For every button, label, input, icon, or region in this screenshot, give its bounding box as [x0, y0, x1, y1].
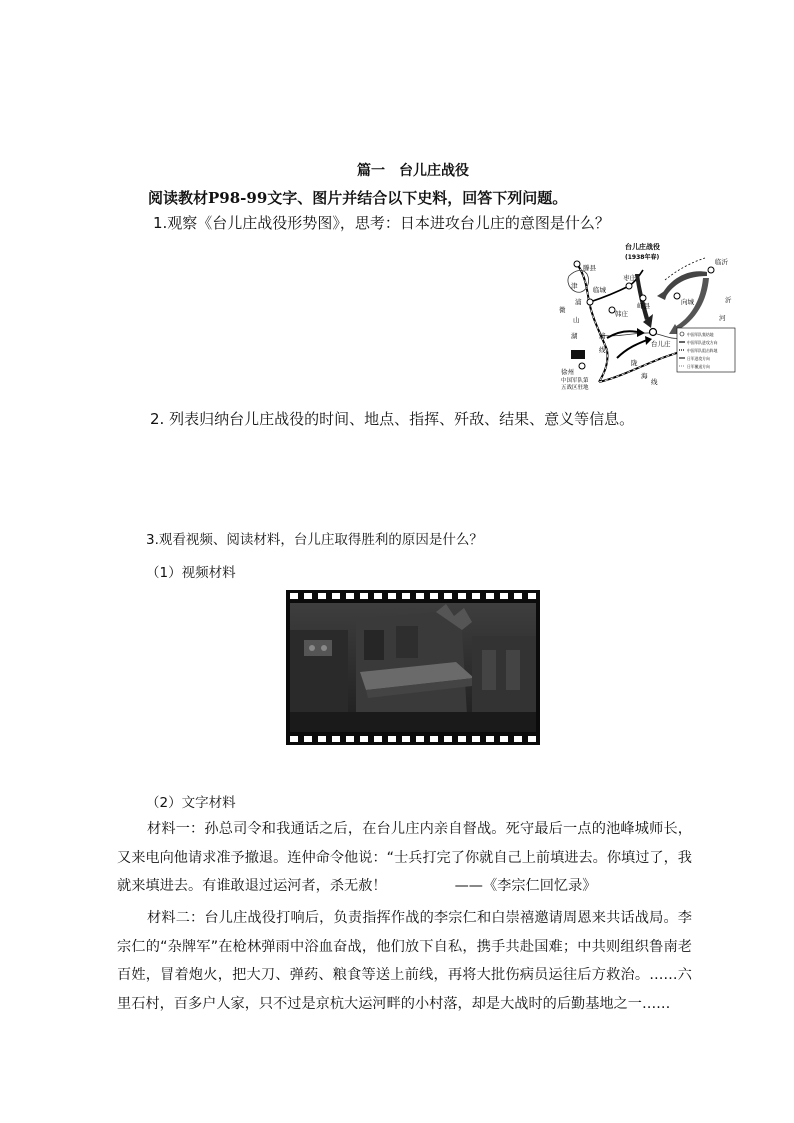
legend-item-2: 中国军队进攻方向: [687, 340, 718, 345]
label-taierzhuang: 台儿庄: [651, 340, 671, 348]
label-base-2: 五战区驻地: [561, 385, 589, 390]
base-flag: [571, 350, 585, 359]
label-zaozhuang: 枣庄: [623, 274, 636, 282]
town-tengxian: [574, 261, 580, 267]
label-linyi: 临沂: [715, 258, 728, 266]
label-xiangcheng: 向城: [681, 298, 694, 306]
legend-item-5: 日军撤退方向: [687, 364, 710, 369]
instruction-text: 阅读教材P98-99文字、图片并结合以下史料，回答下列问题。: [148, 189, 568, 207]
label-wei: 微: [559, 306, 566, 314]
map-subtitle: (1938年春): [625, 254, 660, 261]
label-base-1: 中国军队第: [561, 378, 589, 384]
label-yixian: 峄县: [637, 302, 650, 310]
town-linyi: [708, 267, 714, 273]
label-hu: 湖: [571, 332, 578, 340]
label-jin: 津: [571, 282, 578, 290]
legend-item-3: 中国军队阻击阵地: [687, 348, 718, 353]
label-tengxian: 滕县: [583, 264, 596, 272]
town-yixian: [640, 295, 646, 301]
label-pu-2: 浦: [599, 332, 606, 340]
question-1: 1.观察《台儿庄战役形势图》，思考：日本进攻台儿庄的意图是什么？: [153, 214, 610, 232]
material-1-paragraph: [117, 815, 692, 901]
map-title: 台儿庄战役: [625, 243, 660, 251]
chinese-attack-arrow-2: [617, 340, 647, 358]
chinese-attack-arrow-1: [607, 331, 637, 338]
legend-item-1: 中国军队集结地: [687, 332, 714, 337]
town-zaozhuang: [626, 283, 632, 289]
video-material-heading: （1）视频材料: [146, 565, 236, 581]
label-pu: 浦: [575, 298, 582, 306]
label-he: 河: [719, 314, 726, 322]
video-thumbnail[interactable]: [286, 590, 540, 745]
town-lincheng: [587, 299, 593, 305]
label-xian-2: 线: [651, 378, 658, 386]
town-xuzhou: [579, 363, 585, 369]
label-hanzhuang: 韩庄: [615, 310, 628, 318]
material-1-text: 材料一：孙总司令和我通话之后，在台儿庄内亲自督战。死守最后一点的池峰城师长，又来电向他请求准予撤退。连仲命令他说：“士兵打完了你就自己上前填进去。你填过了，我就来填进去。有谁敢退过运河者，杀无赦！: [117, 821, 692, 894]
question-3: 3.观看视频、阅读材料，台儿庄取得胜利的原因是什么？: [146, 532, 483, 548]
town-taierzhuang: [650, 329, 657, 336]
battle-map-figure: [557, 240, 737, 390]
label-hai: 海: [641, 372, 648, 380]
text-material-heading: （2）文字材料: [146, 795, 236, 811]
video-frame-image: [290, 603, 536, 732]
question-2: 2. 列表归纳台儿庄战役的时间、地点、指挥、歼敌、结果、意义等信息。: [150, 410, 635, 428]
label-lincheng: 临城: [593, 286, 606, 294]
label-shan: 山: [573, 316, 580, 324]
legend-item-4: 日军进攻方向: [687, 356, 710, 361]
material-2-paragraph: 材料二：台儿庄战役打响后，负责指挥作战的李宗仁和白崇禧邀请周恩来共话战局。李宗仁的“杂牌军”在枪林弹雨中浴血奋战，他们放下自私，携手共赴国难；中共则组织鲁南老百姓，冒着炮火，把大刀、弹药、粮食等送上前线，再将大批伤病员运往后方救治。……六里石村，百多户人家，只不过是京杭大运河畔的小村落，却是大战时的后勤基地之一……: [117, 910, 692, 1012]
map-legend: [677, 328, 735, 372]
label-yi: 沂: [725, 296, 732, 304]
label-xuzhou: 徐州: [561, 368, 574, 376]
label-xian: 线: [599, 346, 606, 354]
town-xiangcheng: [674, 293, 680, 299]
label-long: 陇: [631, 359, 638, 367]
page-title: 篇一 台儿庄战役: [357, 163, 469, 179]
material-1-source: ——《李宗仁回忆录》: [454, 878, 597, 894]
